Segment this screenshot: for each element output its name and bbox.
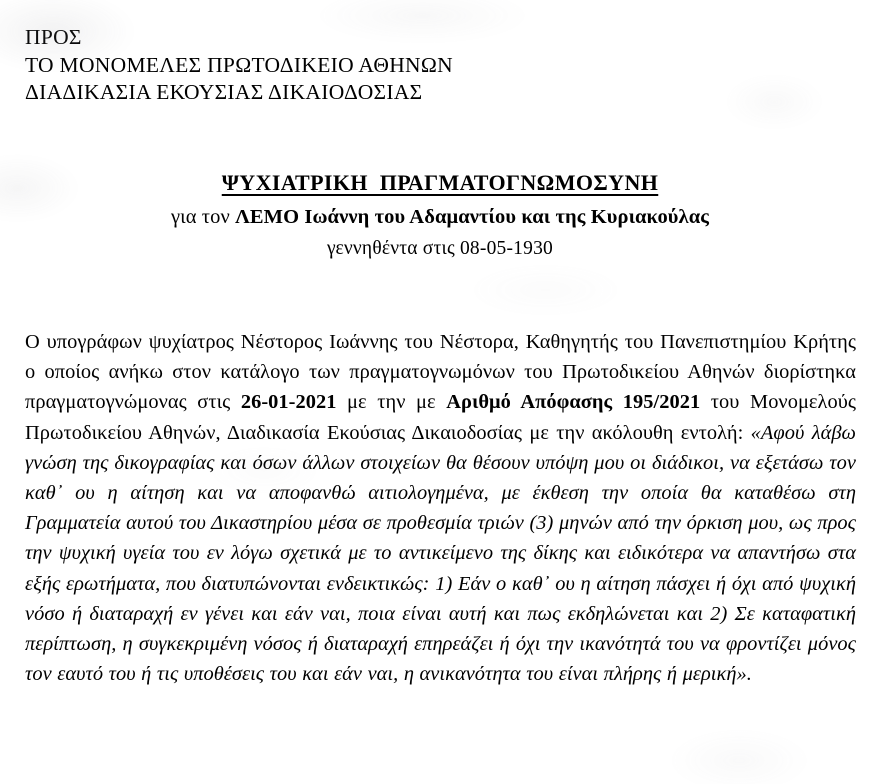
title-block bbox=[0, 168, 880, 263]
birth-date: 08-05-1930 bbox=[459, 238, 553, 259]
subject-line bbox=[0, 203, 880, 232]
appointment-date: 26-01-2021 bbox=[240, 391, 337, 414]
addressee-line-2: ΤΟ ΜΟΝΟΜΕΛΕΣ ΠΡΩΤΟΔΙΚΕΙΟ ΑΘΗΝΩΝ bbox=[25, 52, 453, 77]
addressee-line-3: ΔΙΑΔΙΚΑΣΙΑ ΕΚΟΥΣΙΑΣ ΔΙΚΑΙΟΔΟΣΙΑΣ bbox=[25, 80, 423, 104]
subject-lead: για τον bbox=[170, 206, 236, 228]
decision-number: Αριθμό Απόφασης 195/2021 bbox=[446, 391, 701, 414]
addressee-line-1: ΠΡΟΣ bbox=[25, 25, 82, 49]
body-intro-part-3: του Μονομελούς Πρωτοδικείου Αθηνών, Διαδικασία Εκούσιας Δικαιοδοσίας με την ακόλουθη εντολή: bbox=[25, 391, 856, 444]
birth-label: γεννηθέντα στις bbox=[327, 238, 460, 259]
document-title: ΨΥΧΙΑΤΡΙΚΗ ΠΡΑΓΜΑΤΟΓΝΩΜΟΣΥΝΗ bbox=[221, 170, 659, 195]
subject-person-name: ΛΕΜΟ Ιωάννη του Αδαμαντίου και της Κυριακούλας bbox=[235, 206, 710, 228]
body-paragraph bbox=[25, 327, 856, 689]
mandate-quote: «Αφού λάβω γνώση της δικογραφίας και όσων άλλων στοιχείων θα θέσουν υπόψη μου οι διάδικοι, να εξετάσω τον καθ᾽ ου η αίτηση και να αποφανθώ αιτιολογημένα, με έκθεση την οποία θα καταθέσω στη Γραμματεία αυτού του Δικαστηρίου μέσα σε προθεσμία τριών (3) μηνών από την όρκιση μου, ως προς την ψυχική υγεία του εν λόγω σχετικά με το αντικείμενο της δίκης και ειδικότερα να απαντήσω στα εξής ερωτήματα, που διατυπώνονται ενδεικτικώς: 1) Εάν ο καθ᾽ ου η αίτηση πάσχει ή όχι από ψυχική νόσο ή διαταραχή εν γένει και εάν ναι, ποια είναι αυτή και πως εκδηλώνεται και 2) Σε καταφατική περίπτωση, η συγκεκριμένη νόσος ή διαταραχή επηρεάζει ή όχι την ικανότητά του να φροντίζει μόνος τον εαυτό του ή τις υποθέσεις του και εάν ναι, η ανικανότητα του είναι πλήρης ή μερική». bbox=[25, 421, 856, 686]
addressee-block bbox=[25, 24, 725, 107]
birth-line bbox=[0, 235, 880, 263]
body-intro-part-2: με την με bbox=[336, 391, 447, 414]
body-intro-part-1: Ο υπογράφων ψυχίατρος Νέστορος Ιωάννης του Νέστορα, Καθηγητής του Πανεπιστημίου Κρήτης ο οποίος ανήκω στον κατάλογο των πραγματογνωμόνων του Πρωτοδικείου Αθηνών διορίστηκα πραγματογνώμονας στις bbox=[25, 331, 856, 414]
